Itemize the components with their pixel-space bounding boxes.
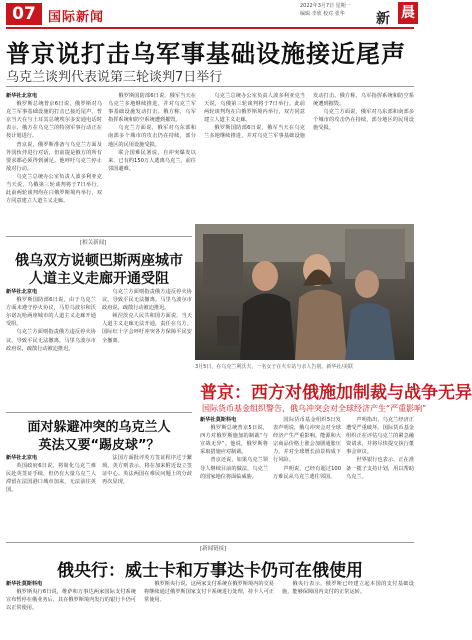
article5-title: 俄央行：威士卡和万事达卡仍可在俄使用 bbox=[57, 561, 363, 581]
article2-column-2 bbox=[102, 288, 192, 408]
issue-date: 2022年3月7日 星期一 bbox=[300, 3, 351, 9]
article4-paragraph: 国际货币基金组织5日发表声明说，俄乌冲突会对全球经济产生严重影响。能源和大宗商品价格上涨会加剧通胀压力，并对全球增长前景构成下行风险。 bbox=[273, 417, 341, 464]
article2-paragraph: 俄罗斯国防部6日说，由于乌克兰方面未遵守停火协议，马里乌波尔和沃尔诺瓦哈两座城市的人道主义走廊开通受阻。 bbox=[6, 297, 96, 328]
article3-byline: 新华社北京电 bbox=[6, 455, 38, 461]
article4-paragraph: 世界银行也表示，正在准备一揽子支持计划，用以帮助乌克兰。 bbox=[346, 457, 414, 480]
article2-paragraph: 乌克兰方面则指责俄方违反停火协议，导致平民无法撤离。马里乌波尔市政府说，疏散行动被迫推迟。 bbox=[6, 329, 96, 352]
logo-char: 晨 bbox=[401, 5, 415, 21]
lead-paragraph: 乌克兰总统办公室负责人波多利亚克当天说，乌俄第三轮谈判将于7日举行。此前两轮谈判均在白俄罗斯境内举行，双方同意建立人道主义走廊。 bbox=[6, 173, 102, 205]
section-rule bbox=[6, 412, 192, 413]
lead-column-3 bbox=[204, 92, 414, 220]
photo-caption: 3月5日，在乌克兰利沃夫，一名女子在火车站与亲人告别。新华社/美联 bbox=[195, 364, 354, 370]
article5-column-3 bbox=[282, 580, 414, 638]
masthead-rule bbox=[6, 27, 414, 29]
lead-paragraph: 俄罗斯国防部6日说，俄军当天在乌克兰多地继续推进，并对乌克兰军事基础设施发动打击。俄方称，乌军指挥系统和防空系统遭到摧毁。 bbox=[108, 93, 196, 124]
newspaper-logo bbox=[376, 0, 420, 28]
headline-rule bbox=[6, 86, 414, 87]
article3-title-1: 面对躲避冲突的乌克兰人 bbox=[27, 420, 171, 435]
article4-paragraph: 俄罗斯总统普京5日说，西方对俄罗斯施加的制裁“与宣战无异”。他说，俄罗斯将采取措施应对制裁。 bbox=[200, 425, 268, 456]
article2-title-1: 俄乌双方说顿巴斯两座城市 bbox=[15, 253, 183, 269]
article5-paragraph: 俄罗斯央行说，这两家支付系统在俄罗斯境内的交易将继续通过俄罗斯国家支付卡系统进行处理，持卡人可正常使用。 bbox=[144, 581, 274, 604]
article4-paragraph: 声明说，已经有超过100万难民从乌克兰逃往邻国。 bbox=[273, 465, 341, 480]
article3-column-1 bbox=[6, 454, 96, 536]
logo-word: 新 bbox=[376, 11, 390, 27]
article2-byline: 新华社北京电 bbox=[6, 289, 38, 295]
lead-paragraph: 乌克兰方面说，俄军对乌东部和南部多个城市的攻击仍在持续，部分地区的民用设施受损。 bbox=[108, 125, 196, 148]
editors-line: 编辑 李欣 校对 张华 bbox=[300, 11, 345, 17]
article5-column-1 bbox=[6, 580, 136, 638]
page-number-badge: 07 bbox=[6, 3, 42, 25]
article2-paragraph: 顿涅茨克人民共和国方面说，当天人道主义走廊无法开通，责任在乌方。国际红十字会呼吁冲突各方保障平民安全撤离。 bbox=[102, 313, 192, 344]
article4-paragraph: 声明指出，乌克兰经济正遭受严重破坏。国际货币基金组织正在评估乌克兰的紧急融资请求，并将尽快提交执行董事会审议。 bbox=[346, 417, 414, 456]
article5-paragraph: 俄央行表示，俄罗斯已经建立起本国的支付基础设施，能够保障国内支付的正常运转。 bbox=[282, 581, 414, 596]
article4-paragraph: 普京还说，如果乌克兰领导人继续目前的做法，乌克兰的国家地位将面临威胁。 bbox=[200, 457, 268, 480]
lead-column-2 bbox=[108, 92, 196, 232]
section-title: 国际新闻 bbox=[48, 10, 105, 25]
article4-subtitle: 国际货币基金组织警告，俄乌冲突会对全球经济产生“严重影响” bbox=[202, 404, 427, 413]
section-rule bbox=[6, 542, 414, 543]
article4-column-3 bbox=[346, 416, 414, 536]
lead-paragraph: 俄罗斯国防部6日说，俄军当天在乌克兰多地继续推进，并对乌克兰军事基础设施发动打击。俄方称，乌军指挥系统和防空系统遭到摧毁。 bbox=[204, 93, 414, 140]
article3-paragraph: 法国方面批评英方签证程序过于繁琐。英方则表示，将在加来附近设立签证中心。英法两国在难民问题上的分歧再次显现。 bbox=[102, 455, 192, 486]
lead-subhead: 乌克兰谈判代表说第三轮谈判7日举行 bbox=[6, 70, 223, 85]
article5-column-2 bbox=[144, 580, 274, 638]
article4-byline: 新华社莫斯科电 bbox=[200, 417, 237, 423]
article4-title: 普京：西方对俄施加制裁与战争无异 bbox=[200, 383, 472, 403]
news-link-tag: [新闻链接] bbox=[200, 546, 227, 552]
article3-column-2 bbox=[102, 454, 192, 536]
lead-headline: 普京说打击乌军事基础设施接近尾声 bbox=[6, 40, 406, 68]
lead-paragraph: 联合国难民署说，自冲突爆发以来，已有约150万人逃离乌克兰，前往邻国避难。 bbox=[108, 149, 196, 172]
lead-column-1 bbox=[6, 92, 102, 232]
lead-byline: 新华社北京电 bbox=[6, 93, 38, 99]
article4-column-2 bbox=[273, 416, 341, 536]
related-tag: [相关新闻] bbox=[80, 240, 107, 246]
article5-paragraph: 俄罗斯央行6日说，维萨和万事达两家国际支付系统宣布暂停在俄业务后，其在俄罗斯境内发行的银行卡仍可以正常使用。 bbox=[6, 589, 136, 612]
article3-paragraph: 英国政府6日说，将简化乌克兰难民赴英签证手续，但仍有大量乌克兰人滞留在法国港口城市加来，无法前往英国。 bbox=[6, 463, 96, 494]
article2-column-1 bbox=[6, 288, 96, 408]
lead-paragraph: 乌克兰方面说，俄军对乌东部和南部多个城市的攻击仍在持续，部分地区的民用设施受损。 bbox=[313, 109, 414, 132]
article5-byline: 新华社莫斯科电 bbox=[6, 581, 43, 587]
article4-column-1 bbox=[200, 416, 268, 536]
section-rule bbox=[6, 236, 192, 237]
masthead bbox=[0, 0, 420, 30]
lead-paragraph: 乌克兰总统办公室负责人波多利亚克当天说，乌俄第三轮谈判将于7日举行。此前两轮谈判均在白俄罗斯境内举行，双方同意建立人道主义走廊。 bbox=[204, 93, 305, 124]
article2-paragraph: 乌克兰方面则指责俄方违反停火协议，导致平民无法撤离。马里乌波尔市政府说，疏散行动被迫推迟。 bbox=[102, 289, 192, 312]
lead-paragraph: 俄罗斯总统普京6日说，俄罗斯对乌克兰军事基础设施的打击已接近尾声。普京当天在与土耳其总统埃尔多安通电话时表示，俄方在乌克兰的特别军事行动正在按计划进行。 bbox=[6, 101, 102, 140]
article2-title-2: 人道主义走廊开通受阻 bbox=[29, 271, 169, 287]
news-photo bbox=[195, 224, 414, 360]
article3-title-2: 英法又要“踢皮球”？ bbox=[38, 438, 160, 453]
lead-paragraph: 普京说，俄罗斯准备与乌克兰方面及外国伙伴进行对话，但前提是俄方的所有要求都必须得到满足。他呼吁乌克兰停止敌对行动。 bbox=[6, 141, 102, 172]
